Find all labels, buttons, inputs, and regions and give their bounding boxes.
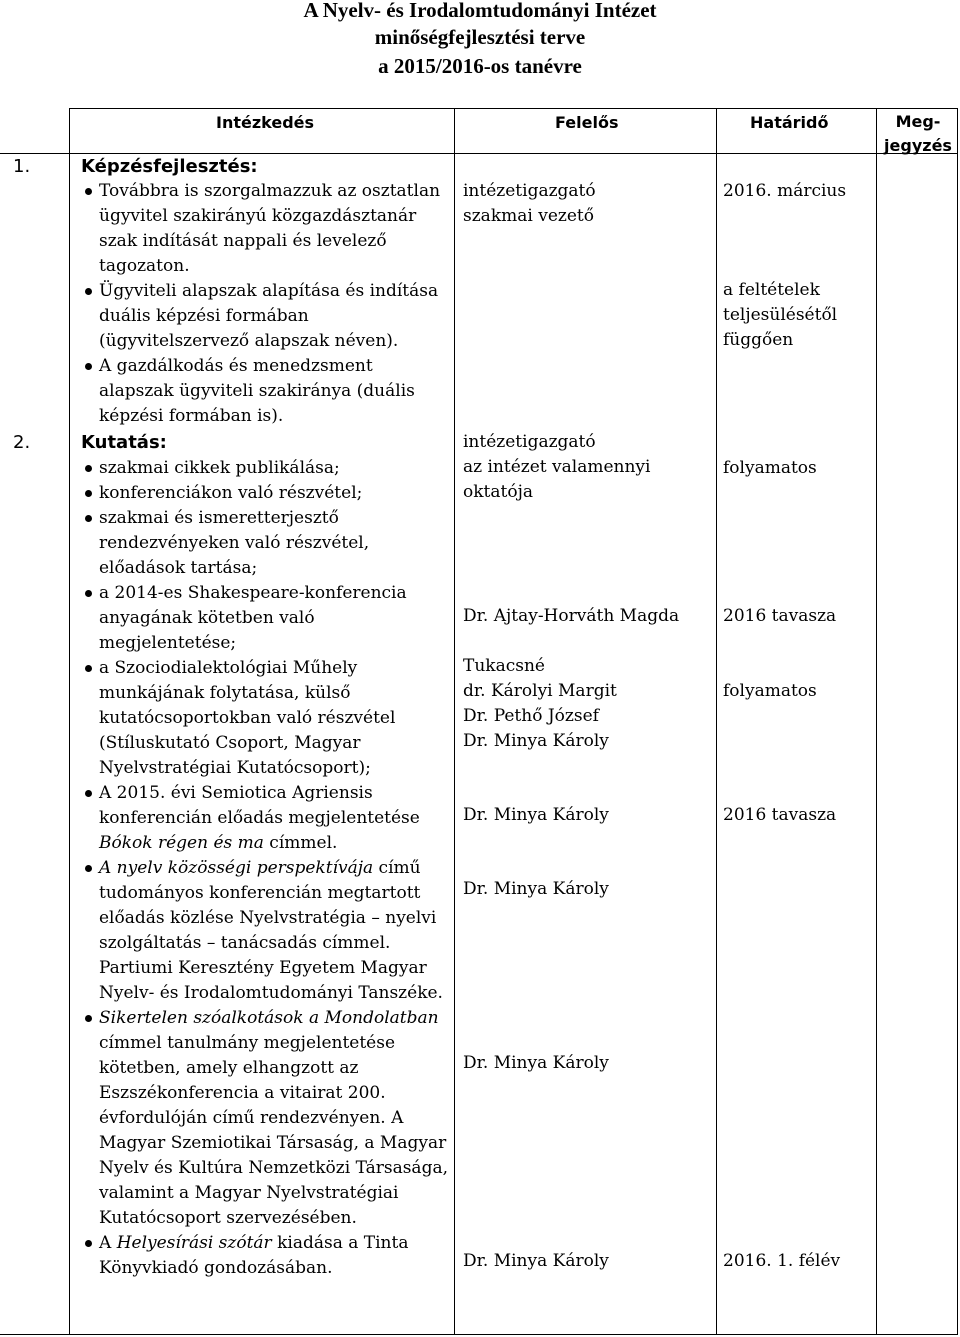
section-2-deadline-szocio: folyamatos (723, 681, 817, 701)
list-item: A gazdálkodás és menedzsment alapszak ügyviteli szakiránya (duális képzési formában is). (82, 354, 452, 429)
section-2-responsible-szocio (463, 654, 708, 754)
section-1-deadline-1: 2016. március (723, 181, 847, 201)
header-note-line-2: jegyzés (884, 136, 952, 155)
section-2-number: 2. (13, 432, 31, 453)
section-2-responsible-helyesirasi: Dr. Minya Károly (463, 1251, 609, 1271)
item-italic-title: Bókok régen és ma (99, 833, 264, 853)
document-title-line-3: a 2015/2016-os tanévre (378, 54, 582, 78)
item-text: címmel tanulmány megjelentetése kötetben, amely elhangzott az Eszszékonferencia a vitairat 200. évfordulóján című rendezvényen. A Magyar Szemiotikai Társaság, a Magyar Nyelv és Kultúra Nemzetközi Társasága, valamint a Magyar Nyelvstratégiai Kutatócsoport szervezésében. (99, 1033, 448, 1228)
table-col-divider-2 (454, 108, 455, 1335)
section-1-number: 1. (13, 156, 31, 177)
table-bottom-border (0, 1334, 958, 1335)
table-col-divider-3 (716, 108, 717, 1335)
list-item (82, 856, 452, 1006)
responsible-line: intézetigazgató (463, 181, 596, 201)
list-item (82, 1231, 452, 1281)
section-2-responsible-shakespeare: Dr. Ajtay-Horváth Magda (463, 606, 680, 626)
header-deadline: Határidő (750, 113, 829, 132)
section-2-deadline-semiotica: 2016 tavasza (723, 805, 837, 825)
deadline-line: függően (723, 330, 794, 350)
table-col-divider-4 (876, 108, 877, 1335)
responsible-line: Dr. Minya Károly (463, 731, 609, 751)
section-2-deadline-general: folyamatos (723, 458, 817, 478)
responsible-line: intézetigazgató (463, 432, 596, 452)
section-1-responsible (463, 179, 708, 229)
item-text: címmel. (263, 833, 338, 853)
list-item: szakmai és ismeretterjesztő rendezvényeken való részvétel, előadások tartása; (82, 506, 452, 581)
responsible-line: szakmai vezető (463, 206, 594, 226)
section-2-responsible-general (463, 430, 708, 505)
table-top-border (69, 108, 958, 109)
responsible-line: Tukacsné (463, 656, 545, 676)
section-2-responsible-perspektiva: Dr. Minya Károly (463, 879, 609, 899)
item-text: kiadása a Tinta Könyvkiadó gondozásában. (99, 1233, 409, 1278)
responsible-line: dr. Károlyi Margit (463, 681, 617, 701)
item-italic-title: A nyelv közösségi perspektívája (99, 858, 374, 878)
section-2-deadline-shakespeare: 2016 tavasza (723, 606, 837, 626)
deadline-line: teljesülésétől (723, 305, 838, 325)
section-2-title: Kutatás: (81, 432, 167, 453)
item-text: A 2015. évi Semiotica Agriensis konferencián előadás megjelentetése (99, 783, 420, 828)
item-text: című tudományos konferencián megtartott előadás közlése Nyelvstratégia – nyelvi szolgáltatás – tanácsadás címmel. Partiumi Keresztény Egyetem Magyar Nyelv- és Irodalomtudományi Tanszéke. (99, 858, 443, 1003)
section-2-list (82, 456, 452, 1281)
section-1-title: Képzésfejlesztés: (81, 156, 258, 177)
section-1-list (82, 179, 452, 429)
document-title-line-2: minőségfejlesztési terve (374, 25, 586, 49)
document-title-line-1: A Nyelv- és Irodalomtudományi Intézet (303, 0, 657, 22)
header-note-line-1: Meg- (895, 112, 941, 131)
list-item: a Szociodialektológiai Műhely munkájának folytatása, külső kutatócsoportokban való részvétel (Stíluskutató Csoport, Magyar Nyelvstratégiai Kutatócsoport); (82, 656, 452, 781)
section-2-heading (13, 430, 167, 455)
table-right-border (957, 108, 958, 1335)
header-note (878, 110, 958, 158)
list-item: a 2014-es Shakespeare-konferencia anyagának kötetben való megjelentetése; (82, 581, 452, 656)
list-item: Továbbra is szorgalmazzuk az osztatlan ügyvitel szakirányú közgazdásztanár szak indítását nappali és levelező tagozaton. (82, 179, 452, 279)
list-item: Ügyviteli alapszak alapítása és indítása duális képzési formában (ügyvitelszervező alapszak néven). (82, 279, 452, 354)
section-1-deadline-2 (723, 278, 873, 353)
section-2-deadline-helyesirasi: 2016. 1. félév (723, 1251, 841, 1271)
item-text: A (99, 1233, 117, 1253)
section-2-responsible-semiotica: Dr. Minya Károly (463, 805, 609, 825)
item-italic-title: Helyesírási szótár (116, 1233, 272, 1253)
section-2-responsible-mondolat: Dr. Minya Károly (463, 1053, 609, 1073)
deadline-line: a feltételek (723, 280, 820, 300)
list-item: szakmai cikkek publikálása; (82, 456, 452, 481)
header-responsible: Felelős (555, 113, 619, 132)
responsible-line: Dr. Pethő József (463, 706, 599, 726)
header-action: Intézkedés (216, 113, 315, 132)
section-1-heading (13, 154, 258, 179)
list-item (82, 1006, 452, 1231)
responsible-line: oktatója (463, 482, 533, 502)
list-item (82, 781, 452, 856)
responsible-line: az intézet valamennyi (463, 457, 651, 477)
table-col-divider-1 (69, 108, 70, 1335)
item-italic-title: Sikertelen szóalkotások a Mondolatban (99, 1008, 439, 1028)
list-item: konferenciákon való részvétel; (82, 481, 452, 506)
